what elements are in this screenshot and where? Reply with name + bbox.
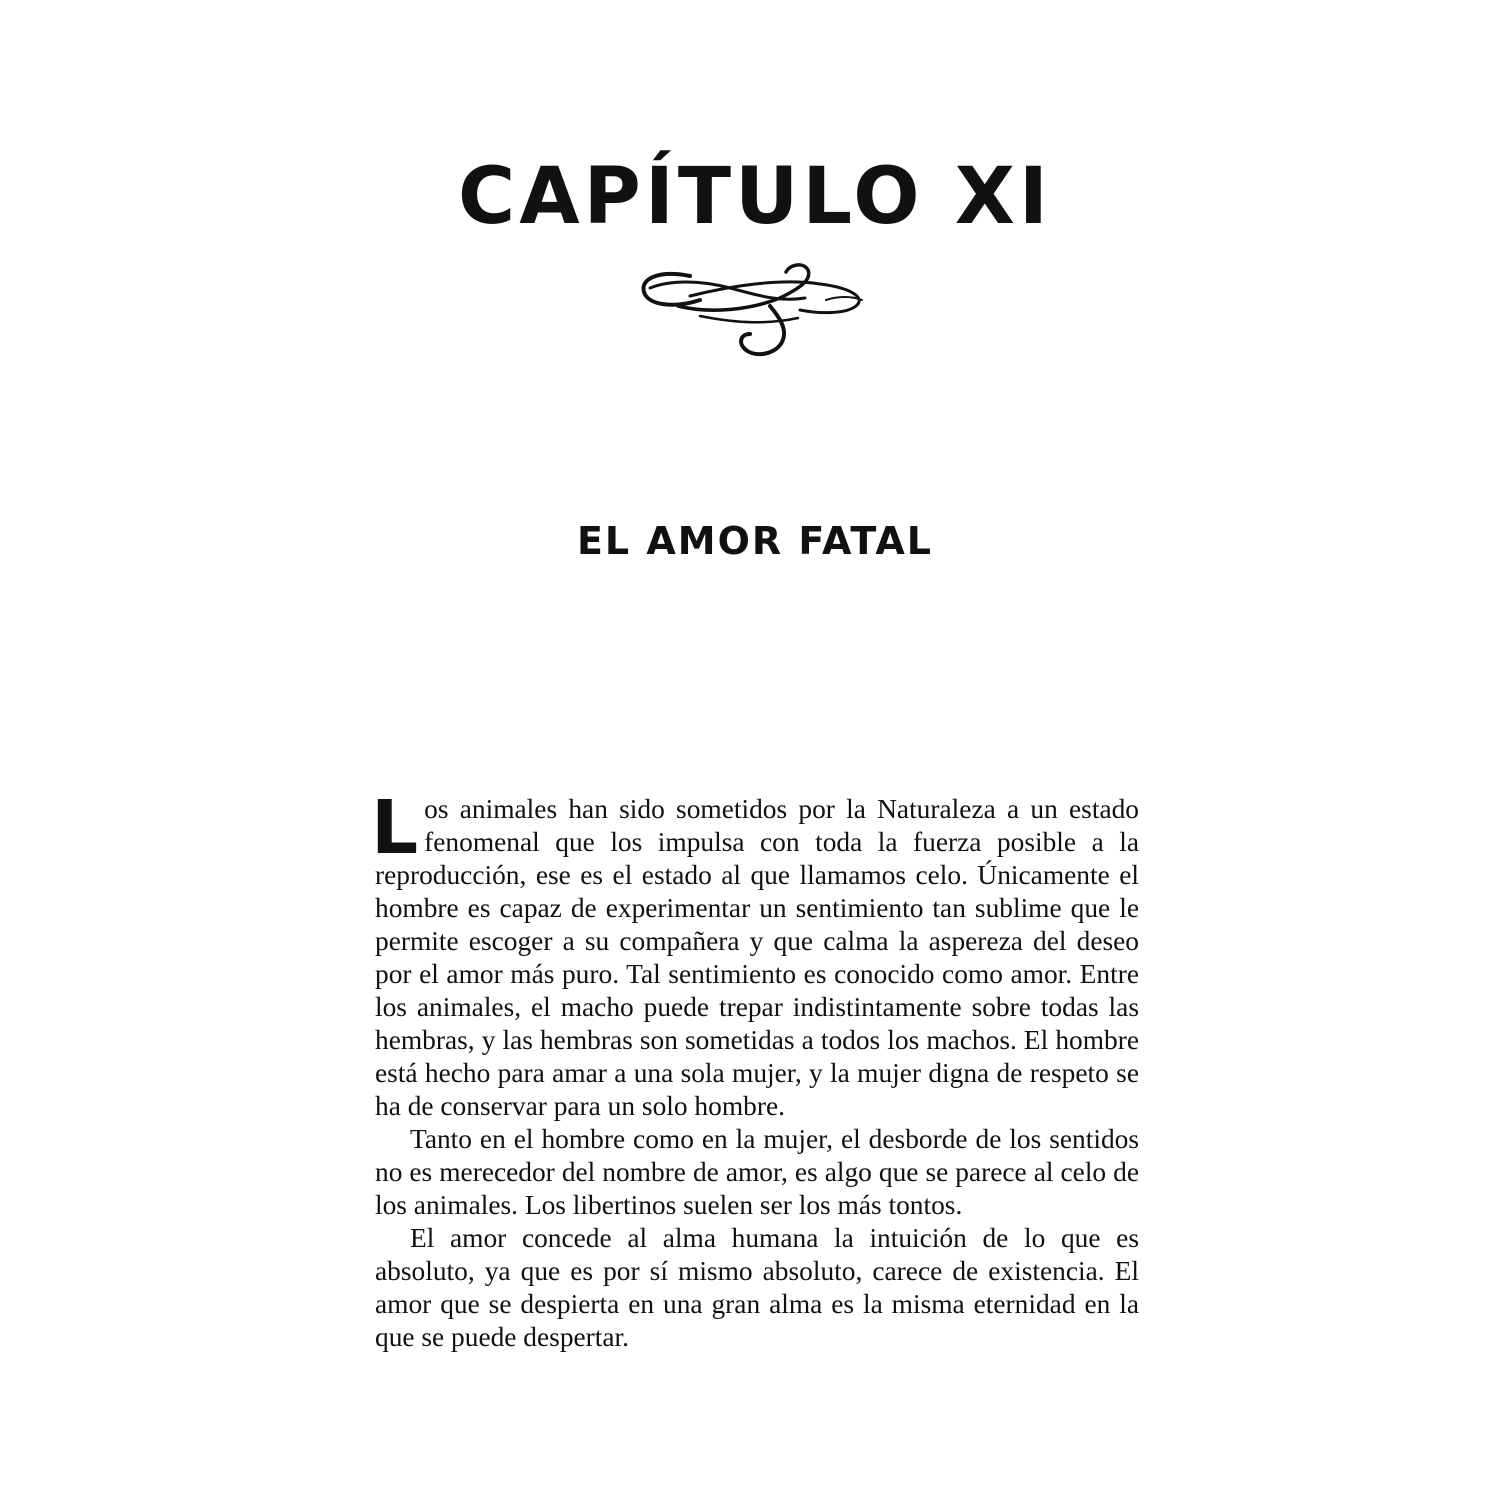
chapter-title: CAPÍTULO XI — [458, 152, 1052, 242]
paragraph-3: El amor concede al alma humana la intuición de lo que es absoluto, ya que es por sí mismo absoluto, carece de existencia. El amor que se despierta en una gran alma es la misma eternidad en la que se puede despertar. — [375, 1223, 1139, 1352]
chapter-body — [371, 785, 1139, 1354]
chapter-subtitle: EL AMOR FATAL — [576, 519, 934, 563]
paragraph-1 — [371, 785, 1139, 1123]
paragraph-2: Tanto en el hombre como en la mujer, el desborde de los sentidos no es merecedor del nombre de amor, es algo que se parece al celo de los animales. Los libertinos suelen ser los más tontos. — [375, 1124, 1139, 1220]
paragraph-1-text: os animales han sido sometidos por la Naturaleza a un estado fenomenal que los impulsa con toda la fuerza posible a la reproducción, ese es el estado al que llamamos celo. Únicamente el hombre es capaz de experimentar un sentimiento tan sublime que le permite escoger a su compañera y que calma la aspereza del deseo por el amor más puro. Tal sentimiento es conocido como amor. Entre los animales, el macho puede trepar indistintamente sobre todas las hembras, y las hembras son sometidas a todos los machos. El hombre está hecho para amar a una sola mujer, y la mujer digna de respeto se ha de conservar para un solo hombre. — [375, 794, 1139, 1121]
flourish-ornament-icon — [630, 258, 880, 368]
drop-cap: L — [371, 785, 419, 871]
